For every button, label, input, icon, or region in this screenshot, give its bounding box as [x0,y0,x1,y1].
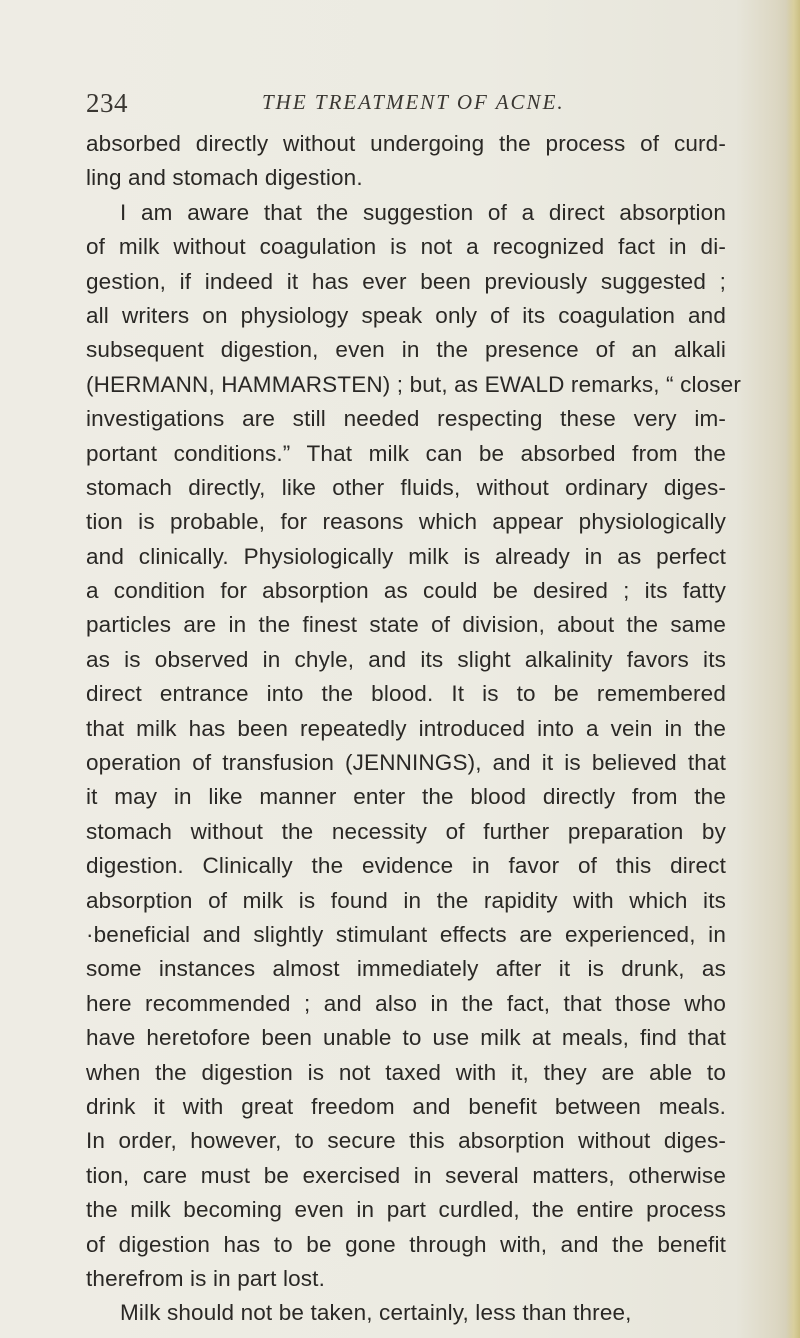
text-line: of milk without coagulation is not a recognized fact in di- [86,234,726,260]
text-line: here recommended ; and also in the fact, that those who [86,990,726,1016]
text-line: of digestion has to be gone through with, and the benefit [86,1231,726,1257]
text-line: ling and stomach digestion. [86,165,363,191]
text-line: Milk should not be taken, certainly, less than three, [120,1300,632,1326]
text-line: that milk has been repeatedly introduced into a vein in the [86,715,726,741]
text-line: tion, care must be exercised in several matters, otherwise [86,1162,726,1188]
page-edge [786,0,800,1338]
text-line: (HERMANN, HAMMARSTEN) ; but, as EWALD remarks, “ closer [86,371,741,397]
text-line: as is observed in chyle, and its slight alkalinity favors its [86,646,726,672]
text-line: ·beneficial and slightly stimulant effects are experienced, in [86,921,726,947]
text-line: when the digestion is not taxed with it, they are able to [86,1059,726,1085]
text-line: a condition for absorption as could be desired ; its fatty [86,578,726,604]
text-line: investigations are still needed respecting these very im- [86,406,726,432]
text-line: direct entrance into the blood. It is to be remembered [86,681,726,707]
text-line: absorbed directly without undergoing the process of curd- [86,131,726,156]
text-line: the milk becoming even in part curdled, the entire process [86,1197,726,1223]
page-number: 234 [86,88,128,118]
text-line: In order, however, to secure this absorption without diges- [86,1128,726,1154]
text-line: operation of transfusion (JENNINGS), and it is believed that [86,750,726,776]
text-line: drink it with great freedom and benefit between meals. [86,1093,726,1119]
text-line: have heretofore been unable to use milk at meals, find that [86,1025,726,1051]
text-line: all writers on physiology speak only of its coagulation and [86,302,726,328]
page-header [86,88,726,124]
body-text [86,127,746,1331]
text-line: tion is probable, for reasons which appear physiologically [86,509,726,535]
text-line: particles are in the finest state of division, about the same [86,612,726,638]
text-line: I am aware that the suggestion of a direct absorption [120,199,726,225]
text-line: stomach without the necessity of further preparation by [86,818,726,844]
text-line: absorption of milk is found in the rapidity with which its [86,887,726,913]
text-line: it may in like manner enter the blood directly from the [86,784,726,810]
text-line: some instances almost immediately after it is drunk, as [86,956,726,982]
text-line: subsequent digestion, even in the presence of an alkali [86,337,726,363]
text-line: portant conditions.” That milk can be absorbed from the [86,440,726,466]
text-line: stomach directly, like other fluids, without ordinary diges- [86,474,726,500]
text-line: and clinically. Physiologically milk is already in as perfect [86,543,726,569]
running-head: THE TREATMENT OF ACNE. [262,90,565,114]
text-line: gestion, if indeed it has ever been previously suggested ; [86,268,726,294]
text-line: therefrom is in part lost. [86,1265,325,1291]
text-line: digestion. Clinically the evidence in favor of this direct [86,853,726,879]
